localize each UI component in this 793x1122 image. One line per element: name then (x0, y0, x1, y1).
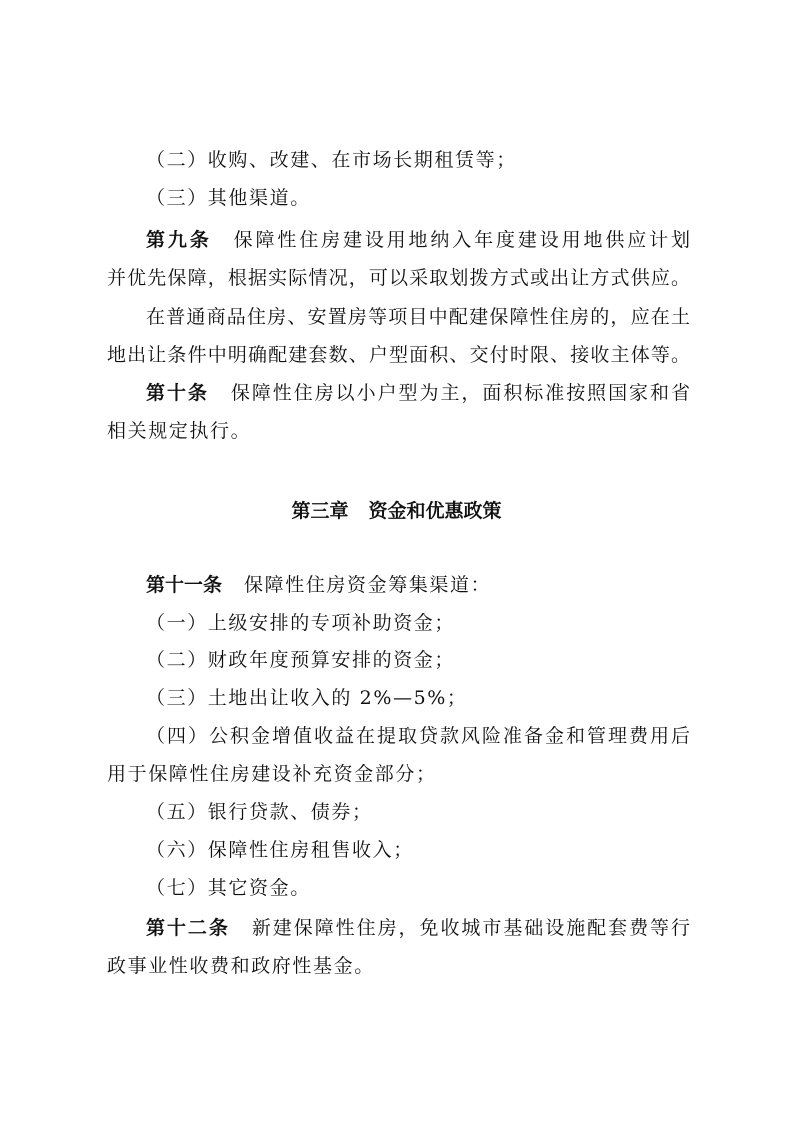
article-label: 第十条 (146, 382, 209, 404)
list-item: （六）保障性住房租售收入； (146, 839, 414, 861)
article-label: 第十二条 (146, 917, 230, 939)
article-text: 保障性住房建设用地纳入年度建设用地供应计划 (233, 229, 690, 251)
paragraph-line: 地出让条件中明确配建套数、户型面积、交付时限、接收主体等。 (107, 344, 690, 366)
article-text: 保障性住房资金筹集渠道： (244, 574, 492, 596)
article-label: 第十一条 (146, 574, 223, 596)
article-text: 保障性住房以小户型为主，面积标准按照国家和省 (230, 382, 690, 404)
article-9-line-2: 并优先保障，根据实际情况，可以采取划拨方式或出让方式供应。 (107, 267, 690, 289)
list-item: （二）收购、改建、在市场长期租赁等； (146, 149, 517, 171)
list-item: （三）其他渠道。 (146, 187, 311, 209)
article-12-line-2: 政事业性收费和政府性基金。 (107, 955, 375, 977)
chapter-heading (0, 496, 793, 523)
article-11-line-1 (146, 572, 690, 598)
chapter-title: 资金和优惠政策 (368, 500, 502, 522)
list-item: （三）土地出让收入的 2%—5%； (146, 687, 468, 709)
article-text: 新建保障性住房，免收城市基础设施配套费等行 (251, 917, 690, 939)
list-item: （二）财政年度预算安排的资金； (146, 649, 456, 671)
list-item: （四）公积金增值收益在提取贷款风险准备金和管理费用后 (146, 725, 690, 747)
list-item: （五）银行贷款、债券； (146, 801, 373, 823)
article-12-line-1 (146, 915, 690, 941)
paragraph-line: 在普通商品住房、安置房等项目中配建保障性住房的，应在土 (146, 306, 690, 328)
article-9-line-1 (146, 227, 690, 253)
list-item: （七）其它资金。 (146, 877, 311, 899)
article-10-line-1 (146, 380, 690, 406)
article-label: 第九条 (146, 229, 212, 251)
list-item: （一）上级安排的专项补助资金； (146, 612, 456, 634)
article-10-line-2: 相关规定执行。 (107, 420, 252, 442)
list-item-continuation: 用于保障性住房建设补充资金部分； (107, 763, 437, 785)
chapter-number: 第三章 (291, 500, 349, 522)
